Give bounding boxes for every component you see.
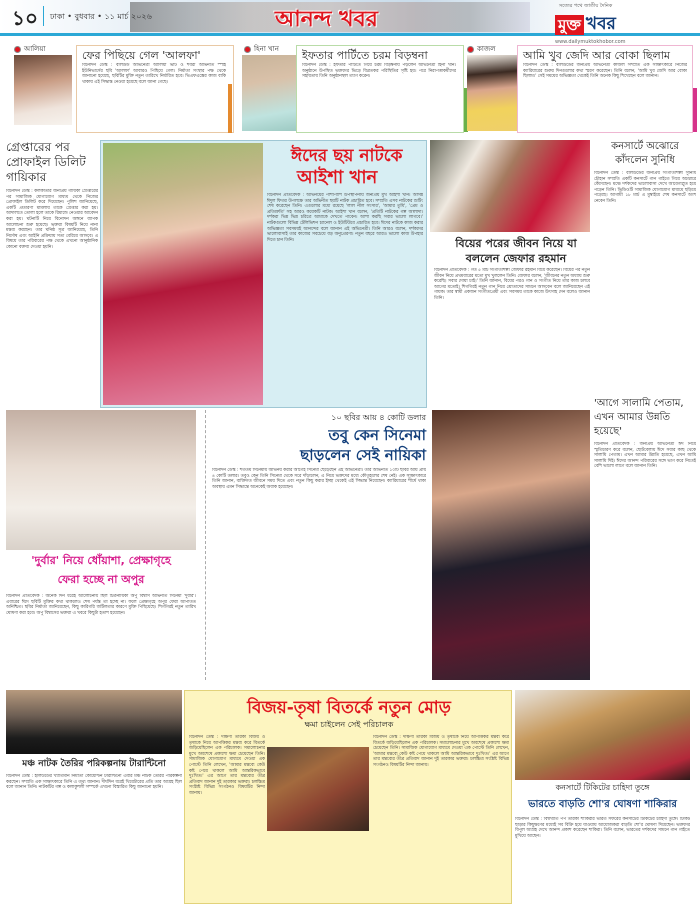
kicker: ১০ ছবির আয় ৪ কোটি ডলার (331, 413, 426, 422)
brand-part2: খবর (585, 14, 616, 34)
headline-line1: তবু কেন সিনেমা (328, 426, 426, 444)
quote-headline: 'আগে সালামি পেতাম, এখন আমার উন্নতি হয়েছে' (594, 398, 684, 437)
left-column-story[interactable] (6, 140, 98, 400)
headline: আমি খুব জেদি আর বোকা ছিলাম (523, 49, 670, 62)
photo-tarantino (6, 690, 182, 754)
center-story[interactable] (205, 410, 430, 680)
photo-kajol (467, 55, 521, 131)
headline-line1: বিয়ের পরের জীবন নিয়ে যা (455, 237, 577, 250)
headline: গ্রেপ্তারের পর প্রোফাইল ডিলিট গায়িকার (6, 140, 86, 184)
story-body: বিনোদন ডেস্ক : হলিউডের খ্যাতিমান নির্মাতা কোয়েন্টিন টারান্টিনো এবার মঞ্চ নাটক তৈরির পরিকল্পনা করছেন। সম্প্রতি এক সাক্ষাৎকারে তিনি এ তথ্য জানান। দীর্ঘদিন ধরেই থিয়েটারের প্রতি তার আগ্রহ ছিল বলে জানান তিনি। নাটকটির গল্প ও কলাকুশলী সম্পর্কে এখনো বিস্তারিত কিছু জানানো হয়নি। (6, 774, 182, 791)
photo-hina (242, 55, 300, 131)
brand-part1: মুক্ত (555, 15, 584, 35)
photo-jefar (430, 140, 590, 232)
top-story-kajol[interactable] (463, 41, 695, 131)
brand-tagline: সত্যের পথে জাতীয় দৈনিক (559, 3, 613, 9)
bullet-icon (244, 46, 251, 53)
story-body: বিনোদন ডেস্ক : বিশ্বখ্যাত পপ তারকা শাকিরার ভারত সফরের কনসার্টের টিকিটের চাহিদা তুঙ্গে। টিকিট ছাড়ার কিছুক্ষণের মধ্যেই সব বিক্রি হয়ে যাওয়ায় আয়োজকরা বাড়তি শো'র ঘোষণা দিয়েছেন। ভক্তদের বিপুল আগ্রহ দেখে আনন্দ প্রকাশ করেছেন শাকিরা। তিনি বলেন, ভারতের দর্শকদের সামনে গান গাইতে মুখিয়ে আছেন। (515, 817, 690, 839)
headline-line2: বললেন জেফার রহমান (465, 252, 567, 265)
story-body: বিনোদন ডেস্ক : বলিউড অভিনেত্রী আলিয়া ভাট ও শর্বরী অভিনীত স্পাই ইউনিভার্সের ছবি 'আলফা' আবারও পিছিয়ে গেল। নির্মাতা সংস্থার পক্ষ থেকে জানানো হয়েছে, ছবিটির মুক্তি নতুন তারিখে নির্ধারিত হবে। ভিএফএক্সের কাজ বাকি থাকায় এই সিদ্ধান্ত নেওয়া হয়েছে বলে জানা গেছে। (82, 63, 226, 85)
headline-line2: ফেরা হচ্ছে না অপুর (57, 573, 145, 586)
section-title: আনন্দ খবর (275, 6, 378, 32)
brand-logo[interactable] (555, 3, 626, 45)
shakira-story[interactable] (515, 782, 690, 895)
photo-vijay-trisha (267, 747, 369, 831)
top-story-hina[interactable] (238, 41, 463, 131)
tag-label: কাজল (477, 45, 496, 53)
story-body-col1: বিনোদন ডেস্ক : দক্ষিণী তারকা বিজয় ও তৃষাকে নিয়ে আপত্তিকর মন্তব্য করে বিতর্কে জড়িয়েছিলেন এক পরিচালক। সমালোচনার মুখে অবশেষে প্রকাশ্যে ক্ষমা চেয়েছেন তিনি। সামাজিক যোগাযোগ মাধ্যমে দেওয়া এক পোস্টে তিনি লেখেন, 'আমার মন্তব্যে কেউ কষ্ট পেয়ে থাকলে আমি আন্তরিকভাবে দুঃখিত।' এর আগে তার মন্তব্যের তীব্র প্রতিবাদ জানান দুই তারকার ভক্তরা। চলচ্চিত্র সংশ্লিষ্ট বিভিন্ন সংগঠনও বিষয়টির নিন্দা জানায়। (189, 735, 265, 796)
photo-aisha (103, 143, 263, 405)
dateline: ঢাকা • বুধবার • ১১ মার্চ ২০২৬ (50, 12, 152, 21)
quote-body: বিনোদন প্রতিবেদক : জনপ্রিয় অভিনেত্রী ঈদ নিয়ে স্মৃতিচারণ করে বলেন, ছোটবেলায় ঈদে সবার কাছ থেকে সালামি পেতাম। এখন আমার উন্নতি হয়েছে, এখন আমি সালামি দিই। ঈদের আনন্দ পরিবারের সঙ্গে ভাগ করে নিতেই বেশি ভালো লাগে বলে জানান তিনি। (594, 442, 696, 470)
story-body: বিনোদন ডেস্ক : ইফতার পার্টিতে গিয়ে চরম বিড়ম্বনায় পড়লেন অভিনেত্রী হিনা খান। অনুষ্ঠানে উপস্থিত ভক্তদের ভিড়ে বিব্রতকর পরিস্থিতির সৃষ্টি হয়। পরে নিরাপত্তাকর্মীদের সহায়তায় তিনি অনুষ্ঠানস্থল ত্যাগ করেন। (302, 63, 456, 80)
story-body: বিনোদন ডেস্ক : বলিউডের জনপ্রিয় সংগীতশিল্পী সুনিধি চৌহান সম্প্রতি একটি কনসার্টে গান গাইতে গিয়ে অঝোরে কেঁদেছেন। মঞ্চে দর্শকদের ভালোবাসা দেখে আবেগাপ্লুত হয়ে পড়েন তিনি। ভিডিওটি সামাজিক যোগাযোগ মাধ্যমে ছড়িয়ে পড়েছে। আগামী ১৮ মার্চ এ মুম্বাইয়ে শেষ কনসার্টে অংশ নেবেন তিনি। (594, 171, 696, 204)
photo-actress (432, 410, 590, 680)
story-tag (467, 43, 495, 55)
headline-line2: আইশা খান (297, 167, 378, 188)
feature-aisha[interactable] (100, 140, 427, 408)
tarantino-story[interactable] (6, 756, 182, 904)
divider (43, 6, 44, 26)
headline: মঞ্চ নাটক তৈরির পরিকল্পনায় টারান্টিনো (22, 759, 166, 769)
headline: বিজয়-তৃষা বিতর্কে নতুন মোড় (247, 698, 451, 718)
accent-bar (228, 84, 232, 133)
brand-url: www.dailymuktokhobor.com (555, 39, 626, 45)
headline: ফের পিছিয়ে গেল 'আলফা' (82, 49, 201, 62)
headline: ইফতার পার্টিতে চরম বিড়ম্বনা (302, 49, 428, 62)
story-body: বিনোদন ডেস্ক : বলিউডের জনপ্রিয় অভিনেত্রী কাজল সম্প্রতি এক সাক্ষাৎকারে নিজের ক্যারিয়ারের শুরুর দিনগুলোর কথা স্মরণ করেছেন। তিনি বলেন, 'আমি খুব জেদি আর বোকা ছিলাম।' সেই সময়ের অভিজ্ঞতা থেকেই তিনি অনেক কিছু শিখেছেন বলে জানান। (523, 63, 687, 80)
story-body: বিনোদন প্রতিবেদক : গত ৫ মার্চ সংগীতশিল্পী জেফার রহমান বিয়ে করেছেন। বিয়ের পর নতুন জীবন নিয়ে প্রথমবারের মতো মুখ খুললেন তিনি। জেফার বলেন, 'জীবনের নতুন অধ্যায় শুরু করেছি। সবার দোয়া চাই।' তিনি জানান, বিয়ের পরও গান ও সংগীত নিয়ে তার কাজ চলবে আগের মতোই। শিগগিরই নতুন গান নিয়ে শ্রোতাদের সামনে আসবেন বলে জানিয়েছেন এই গায়ক। তার স্বামী একজন সংগীতপ্রেমী এবং সবসময় তাকে কাজে উৎসাহ দেন বলেও জানান তিনি। (434, 268, 590, 301)
subhead: ক্ষমা চাইলেন সেই পরিচালক (304, 720, 394, 729)
headline-line1: ঈদের ছয় নাটকে (291, 146, 403, 166)
durbar-story[interactable] (6, 552, 196, 674)
headline: কনসার্টে অঝোরে কাঁদলেন সুনিধি (611, 141, 679, 166)
story-body: বিনোদন ডেস্ক : কলকাতার জনপ্রিয় গায়িকা গ্রেপ্তারের পর সামাজিক যোগাযোগ মাধ্যম থেকে নিজের প্রোফাইল ডিলিট করে দিয়েছেন। পুলিশ জানিয়েছে, একটি প্রতারণা মামলায় তাকে গ্রেপ্তার করা হয়। আদালতে তোলা হলে তাকে রিমান্ডে নেওয়ার আবেদন করা হয়। ঘটনাটি নিয়ে বিনোদন অঙ্গনে ব্যাপক আলোচনা শুরু হয়েছে। ভক্তরা বিষয়টি নিয়ে নানা মন্তব্য করছেন। তার ঘনিষ্ঠ সূত্র জানিয়েছে, তিনি নির্দোষ এবং আইনি প্রক্রিয়ায় সত্য বেরিয়ে আসবে। এ বিষয়ে তার পরিবারের পক্ষ থেকে এখনো আনুষ্ঠানিক কোনো বক্তব্য দেওয়া হয়নি। (6, 189, 98, 250)
page-number: ১০ (12, 6, 38, 30)
story-body-col2: বিনোদন ডেস্ক : দক্ষিণী তারকা বিজয় ও তৃষাকে নিয়ে আপত্তিকর মন্তব্য করে বিতর্কে জড়িয়েছিলেন এক পরিচালক। সমালোচনার মুখে অবশেষে প্রকাশ্যে ক্ষমা চেয়েছেন তিনি। সামাজিক যোগাযোগ মাধ্যমে দেওয়া এক পোস্টে তিনি লেখেন, 'আমার মন্তব্যে কেউ কষ্ট পেয়ে থাকলে আমি আন্তরিকভাবে দুঃখিত।' এর আগে তার মন্তব্যের তীব্র প্রতিবাদ জানান দুই তারকার ভক্তরা। চলচ্চিত্র সংশ্লিষ্ট বিভিন্ন সংগঠনও বিষয়টির নিন্দা জানায়। (373, 735, 509, 768)
photo-shakira (515, 690, 690, 780)
wedding-story[interactable] (430, 140, 590, 408)
story-body: বিনোদন প্রতিবেদক : অনেক দিন ধরেই আলোচনায় ছিল চিত্রনায়িকা অপু বিশ্বাস অভিনীত সিনেমা 'দুর্বার'। এবারের ঈদে ছবিটি মুক্তির কথা থাকলেও শেষ পর্যন্ত তা হচ্ছে না। ফলে প্রেক্ষাগৃহে অপুর ফেরা আপাতত অনিশ্চিত। ছবির নির্মাতা জানিয়েছেন, কিছু কারিগরি জটিলতার কারণে মুক্তি পিছিয়েছে। শিগগিরই নতুন তারিখ ঘোষণা করা হবে। অপু বিশ্বাসের ভক্তরা এ খবরে কিছুটা হতাশ হয়েছেন। (6, 594, 196, 616)
tag-label: হিনা খান (254, 45, 279, 53)
headline-line2: ছাড়লেন সেই নায়িকা (300, 446, 426, 464)
bullet-icon (467, 46, 474, 53)
tag-label: আলিয়া (24, 45, 46, 53)
bullet-icon (14, 46, 21, 53)
vijay-story[interactable] (184, 690, 512, 904)
top-story-alia[interactable] (6, 41, 226, 131)
story-body: বিনোদন প্রতিবেদক : অভিনয়ের পাশাপাশি উপস্থাপনায় জনপ্রিয় মুখ আইশা খান। আসন্ন ঈদুল ফিতর উপলক্ষে তার অভিনীত ছয়টি নাটক প্রচারিত হবে। সম্প্রতি এসব নাটকের শুটিং শেষ করেছেন তিনি। এগুলোর মধ্যে রয়েছে 'লাল নীল সংসার', 'আমার তুমি', 'প্রেম ও প্রতিশ্রুতি' সহ আরও কয়েকটি নাটক। আইশা খান বলেন, 'প্রতিটি নাটকের গল্প আলাদা। দর্শকরা ভিন্ন ভিন্ন চরিত্রে আমাকে দেখতে পাবেন। আশা করছি সবার ভালো লাগবে।' নাটকগুলো বিভিন্ন টেলিভিশন চ্যানেল ও ইউটিউবে প্রচারিত হবে। ঈদের নাটকে কাজ করার অভিজ্ঞতা সবসময়ই আনন্দের বলে জানান এই অভিনেত্রী। তিনি আরও বলেন, দর্শকদের ভালোবাসাই তার কাজের সবচেয়ে বড় অনুপ্রেরণা। নতুন বছরে আরও ভালো কাজ উপহার দিতে চান তিনি। (267, 193, 423, 243)
kicker: কনসার্টে টিকিটের চাহিদা তুঙ্গে (555, 783, 650, 792)
story-tag (244, 43, 279, 55)
story-tag (14, 43, 46, 55)
story-body: বিনোদন ডেস্ক : শততম সিনেমায় অভিনয় করার আগেই সিনেমা ছেড়েছেন এই অভিনেত্রী। তার অভিনীত ১০টি ছবির আয় প্রায় ৪ কোটি ডলার। তবুও কেন তিনি সিনেমা থেকে সরে দাঁড়ালেন, এ নিয়ে ভক্তদের মধ্যে কৌতূহলের শেষ নেই। এক সাক্ষাৎকারে তিনি জানান, ব্যক্তিগত জীবনে সময় দিতে এবং নতুন কিছু করার ইচ্ছা থেকেই এই সিদ্ধান্ত নিয়েছেন। ক্যারিয়ারের শীর্ষে থাকা অবস্থায় এমন সিদ্ধান্তে অনেকেই অবাক হয়েছেন। (212, 468, 426, 490)
accent-bar (693, 88, 697, 132)
photo-alia (14, 55, 72, 125)
headline: ভারতে বাড়তি শো'র ঘোষণা শাকিরার (528, 799, 677, 810)
headline-line1: 'দুর্বার' নিয়ে ধোঁয়াশা, প্রেক্ষাগৃহে (31, 554, 171, 567)
photo-apu (6, 410, 196, 550)
